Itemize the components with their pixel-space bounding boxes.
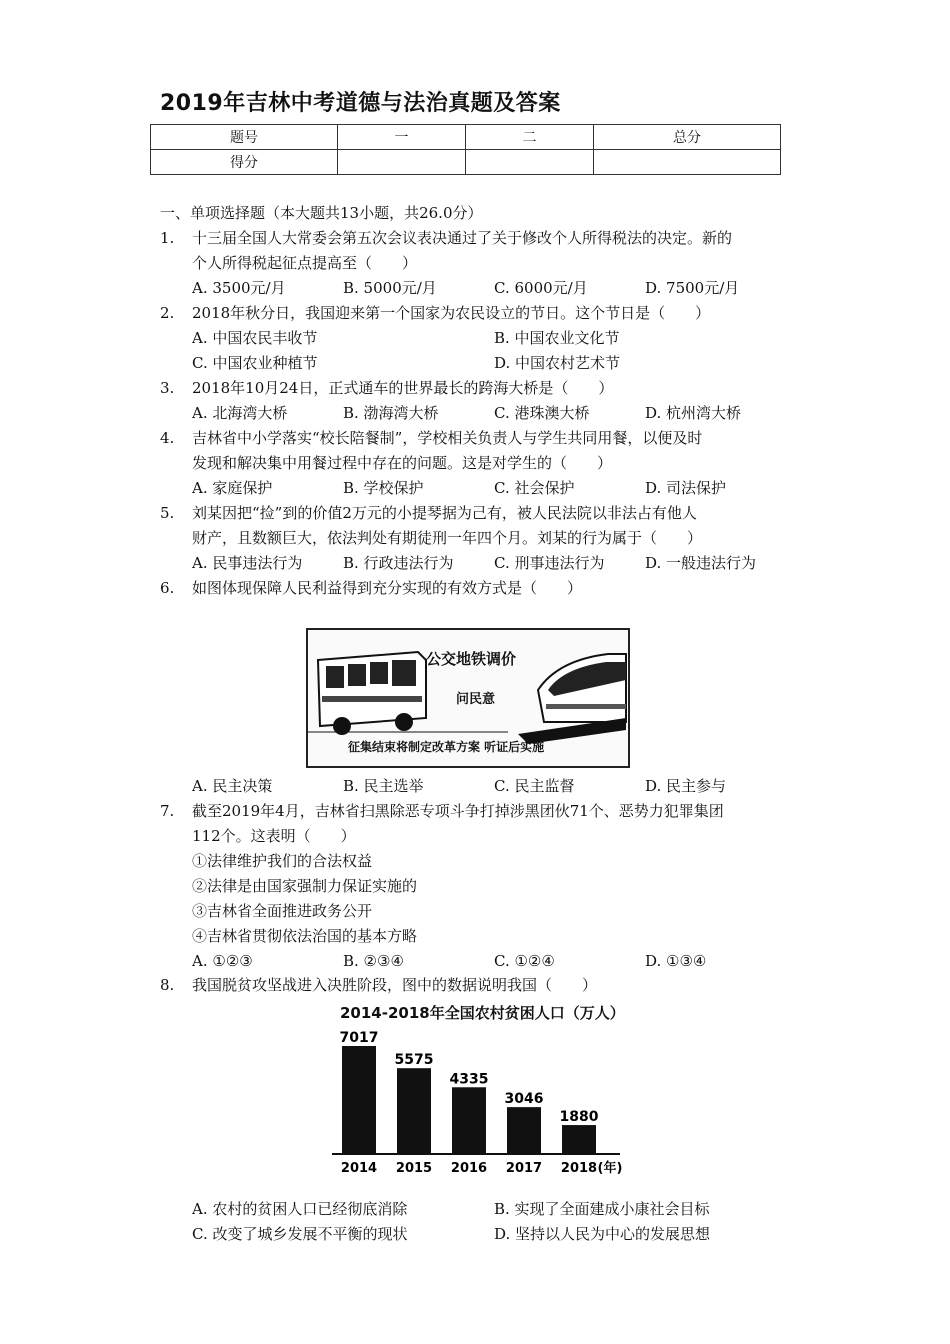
option-a[interactable]: A. 农村的贫困人口已经彻底消除 bbox=[192, 1200, 408, 1218]
option-d[interactable]: D. ①③④ bbox=[645, 952, 707, 970]
option-d[interactable]: D. 司法保护 bbox=[645, 479, 727, 497]
question-text: 刘某因把“捡”到的价值2万元的小提琴据为己有，被人民法院以非法占有他人 bbox=[192, 504, 697, 522]
tick-label-2015: 2015 bbox=[395, 1161, 433, 1176]
question-number: 7. bbox=[160, 802, 175, 820]
score-table-row bbox=[151, 150, 781, 175]
option-a[interactable]: A. 中国农民丰收节 bbox=[192, 329, 318, 347]
bar-2017 bbox=[507, 1107, 541, 1154]
poverty-bar-chart bbox=[320, 1024, 640, 1192]
data-label-2017: 3046 bbox=[504, 1091, 544, 1108]
figure-title: 公交地铁调价 bbox=[426, 650, 517, 668]
question-number: 2. bbox=[160, 304, 175, 322]
page-title: 2019年吉林中考道德与法治真题及答案 bbox=[160, 91, 561, 116]
score-table bbox=[150, 124, 781, 175]
option-b[interactable]: B. 行政违法行为 bbox=[343, 554, 454, 572]
option-b[interactable]: B. 5000元/月 bbox=[343, 279, 437, 297]
tick-label-2014: 2014 bbox=[340, 1161, 378, 1176]
transit-price-figure bbox=[306, 628, 630, 768]
score-cell[interactable] bbox=[338, 150, 466, 175]
option-c[interactable]: C. 中国农业种植节 bbox=[192, 354, 318, 372]
question-text: 十三届全国人大常委会第五次会议表决通过了关于修改个人所得税法的决定。新的 bbox=[192, 229, 733, 247]
option-d[interactable]: D. 坚持以人民为中心的发展思想 bbox=[494, 1225, 711, 1243]
bar-2015 bbox=[397, 1068, 431, 1154]
statement-item: ②法律是由国家强制力保证实施的 bbox=[192, 877, 418, 895]
option-b[interactable]: B. ②③④ bbox=[343, 952, 404, 970]
option-d[interactable]: D. 7500元/月 bbox=[645, 279, 740, 297]
question-text: 如图体现保障人民利益得到充分实现的有效方式是（ ） bbox=[192, 579, 583, 597]
question-text: 发现和解决集中用餐过程中存在的问题。这是对学生的（ ） bbox=[192, 454, 613, 472]
option-a[interactable]: A. 民事违法行为 bbox=[192, 554, 303, 572]
question-text: 2018年10月24日，正式通车的世界最长的跨海大桥是（ ） bbox=[192, 379, 614, 397]
tick-label-2018: 2018 bbox=[560, 1161, 598, 1176]
question-number: 1. bbox=[160, 229, 175, 247]
score-header-cell: 题号 bbox=[151, 125, 338, 150]
option-d[interactable]: D. 民主参与 bbox=[645, 777, 727, 795]
train-icon bbox=[518, 654, 626, 744]
score-header-cell: 总分 bbox=[594, 125, 781, 150]
score-header-cell: 一 bbox=[338, 125, 466, 150]
option-d[interactable]: D. 杭州湾大桥 bbox=[645, 404, 742, 422]
score-header-cell: 二 bbox=[466, 125, 594, 150]
option-c[interactable]: C. 民主监督 bbox=[494, 777, 575, 795]
question-number: 6. bbox=[160, 579, 175, 597]
option-a[interactable]: A. 北海湾大桥 bbox=[192, 404, 288, 422]
section-heading: 一、单项选择题（本大题共13小题，共26.0分） bbox=[160, 204, 483, 222]
option-d[interactable]: D. 一般违法行为 bbox=[645, 554, 757, 572]
question-text: 财产，且数额巨大，依法判处有期徒刑一年四个月。刘某的行为属于（ ） bbox=[192, 529, 703, 547]
option-c[interactable]: C. 港珠澳大桥 bbox=[494, 404, 590, 422]
bus-icon bbox=[318, 652, 426, 735]
option-d[interactable]: D. 中国农村艺术节 bbox=[494, 354, 621, 372]
option-b[interactable]: B. 中国农业文化节 bbox=[494, 329, 620, 347]
bar-2016 bbox=[452, 1087, 486, 1154]
score-cell[interactable] bbox=[466, 150, 594, 175]
score-row-label: 得分 bbox=[151, 150, 338, 175]
statement-item: ①法律维护我们的合法权益 bbox=[192, 852, 373, 870]
question-text: 个人所得税起征点提高至（ ） bbox=[192, 254, 418, 272]
option-b[interactable]: B. 民主选举 bbox=[343, 777, 424, 795]
chart-title: 2014-2018年全国农村贫困人口（万人） bbox=[340, 1004, 625, 1022]
question-text: 112个。这表明（ ） bbox=[192, 827, 356, 845]
option-b[interactable]: B. 学校保护 bbox=[343, 479, 424, 497]
bar-2018 bbox=[562, 1125, 596, 1154]
option-c[interactable]: C. 刑事违法行为 bbox=[494, 554, 605, 572]
question-text: 2018年秋分日，我国迎来第一个国家为农民设立的节日。这个节日是（ ） bbox=[192, 304, 711, 322]
question-number: 3. bbox=[160, 379, 175, 397]
question-text: 我国脱贫攻坚战进入决胜阶段，图中的数据说明我国（ ） bbox=[192, 976, 598, 994]
figure-subtitle: 问民意 bbox=[456, 692, 496, 707]
question-text: 截至2019年4月，吉林省扫黑除恶专项斗争打掉涉黑团伙71个、恶势力犯罪集团 bbox=[192, 802, 724, 820]
option-c[interactable]: C. 社会保护 bbox=[494, 479, 575, 497]
score-table-header-row bbox=[151, 125, 781, 150]
option-a[interactable]: A. 民主决策 bbox=[192, 777, 273, 795]
x-unit-label: (年) bbox=[597, 1161, 623, 1176]
option-c[interactable]: C. 6000元/月 bbox=[494, 279, 588, 297]
option-c[interactable]: C. 改变了城乡发展不平衡的现状 bbox=[192, 1225, 408, 1243]
option-b[interactable]: B. 渤海湾大桥 bbox=[343, 404, 439, 422]
option-a[interactable]: A. ①②③ bbox=[192, 952, 253, 970]
figure-caption: 征集结束将制定改革方案 听证后实施 bbox=[348, 740, 545, 754]
tick-label-2017: 2017 bbox=[505, 1161, 543, 1176]
question-number: 5. bbox=[160, 504, 175, 522]
bar-2014 bbox=[342, 1046, 376, 1154]
data-label-2014: 7017 bbox=[339, 1030, 379, 1046]
option-b[interactable]: B. 实现了全面建成小康社会目标 bbox=[494, 1200, 710, 1218]
data-label-2016: 4335 bbox=[449, 1071, 489, 1088]
option-a[interactable]: A. 家庭保护 bbox=[192, 479, 273, 497]
statement-item: ④吉林省贯彻依法治国的基本方略 bbox=[192, 927, 418, 945]
data-label-2015: 5575 bbox=[394, 1052, 434, 1069]
question-number: 8. bbox=[160, 976, 175, 994]
data-label-2018: 1880 bbox=[559, 1109, 599, 1126]
tick-label-2016: 2016 bbox=[450, 1161, 488, 1176]
option-c[interactable]: C. ①②④ bbox=[494, 952, 555, 970]
option-a[interactable]: A. 3500元/月 bbox=[192, 279, 286, 297]
statement-item: ③吉林省全面推进政务公开 bbox=[192, 902, 373, 920]
score-cell[interactable] bbox=[594, 150, 781, 175]
question-number: 4. bbox=[160, 429, 175, 447]
question-text: 吉林省中小学落实“校长陪餐制”，学校相关负责人与学生共同用餐，以便及时 bbox=[192, 429, 703, 447]
